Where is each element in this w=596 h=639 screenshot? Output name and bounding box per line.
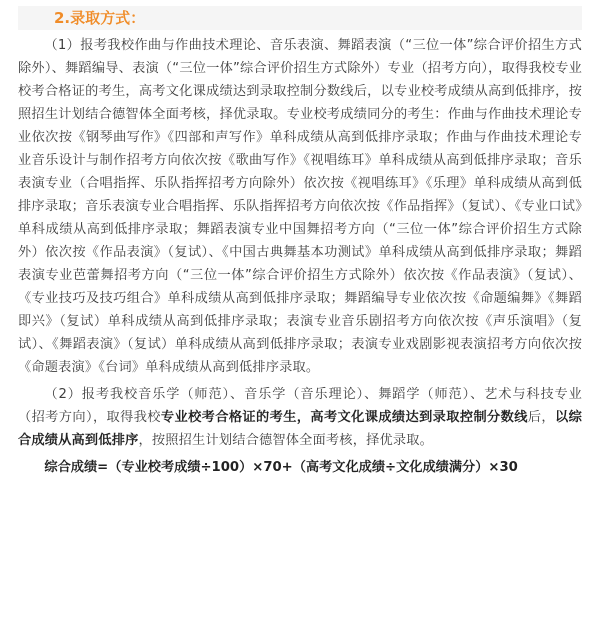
paragraph-2-emphasis-1: 专业校考合格证的考生，高考文化课成绩达到录取控制分数线 bbox=[160, 410, 528, 425]
paragraph-2-emphasis-2: 以综合成绩从高到低排序 bbox=[18, 410, 582, 448]
paragraph-2-text-e: ，按照招生计划结合德智体全面考核，择优录取。 bbox=[138, 433, 434, 448]
admission-document bbox=[0, 6, 596, 639]
paragraph-1: （1）报考我校作曲与作曲技术理论、音乐表演、舞蹈表演（“三位一体”综合评价招生方式除外）、舞蹈编导、表演（“三位一体”综合评价招生方式除外）专业（招考方向），取得我校专业校考合格证的考生，高考文化课成绩达到录取控制分数线后，以专业校考成绩从高到低排序，按照招生计划结合德智体全面考核，择优录取。专业校考成绩同分的考生：作曲与作曲技术理论专业依次按《钢琴曲写作》《四部和声写作》单科成绩从高到低排序录取；作曲与作曲技术理论专业音乐设计与制作招考方向依次按《歌曲写作》《视唱练耳》单科成绩从高到低排序录取；音乐表演专业（合唱指挥、乐队指挥招考方向除外）依次按《视唱练耳》《乐理》单科成绩从高到低排序录取；音乐表演专业合唱指挥、乐队指挥招考方向依次按《作品指挥》（复试）、《专业口试》单科成绩从高到低排序录取；舞蹈表演专业中国舞招考方向（“三位一体”综合评价招生方式除外）依次按《作品表演》（复试）、《中国古典舞基本功测试》单科成绩从高到低排序录取；舞蹈表演专业芭蕾舞招考方向（“三位一体”综合评价招生方式除外）依次按《作品表演》（复试）、《专业技巧及技巧组合》单科成绩从高到低排序录取；舞蹈编导专业依次按《命题编舞》《舞蹈即兴》（复试）单科成绩从高到低排序录取；表演专业音乐剧招考方向依次按《声乐演唱》（复试）、《舞蹈表演》（复试）单科成绩从高到低排序录取；表演专业戏剧影视表演招考方向依次按《命题表演》《台词》单科成绩从高到低排序录取。 bbox=[18, 38, 582, 375]
paragraph-2-text-a: （2）报考我校音乐学（师范）、音乐学（音乐理论）、舞蹈学（师范）、艺术与科技专业（招考方向），取得我校 bbox=[18, 387, 582, 425]
paragraph-2 bbox=[18, 383, 582, 452]
section-heading: 2.录取方式： bbox=[18, 6, 582, 30]
composite-score-formula: 综合成绩=（专业校考成绩÷100）×70+（高考文化成绩÷文化成绩满分）×30 bbox=[44, 460, 518, 475]
paragraph-2-text-c: 后， bbox=[527, 410, 556, 425]
